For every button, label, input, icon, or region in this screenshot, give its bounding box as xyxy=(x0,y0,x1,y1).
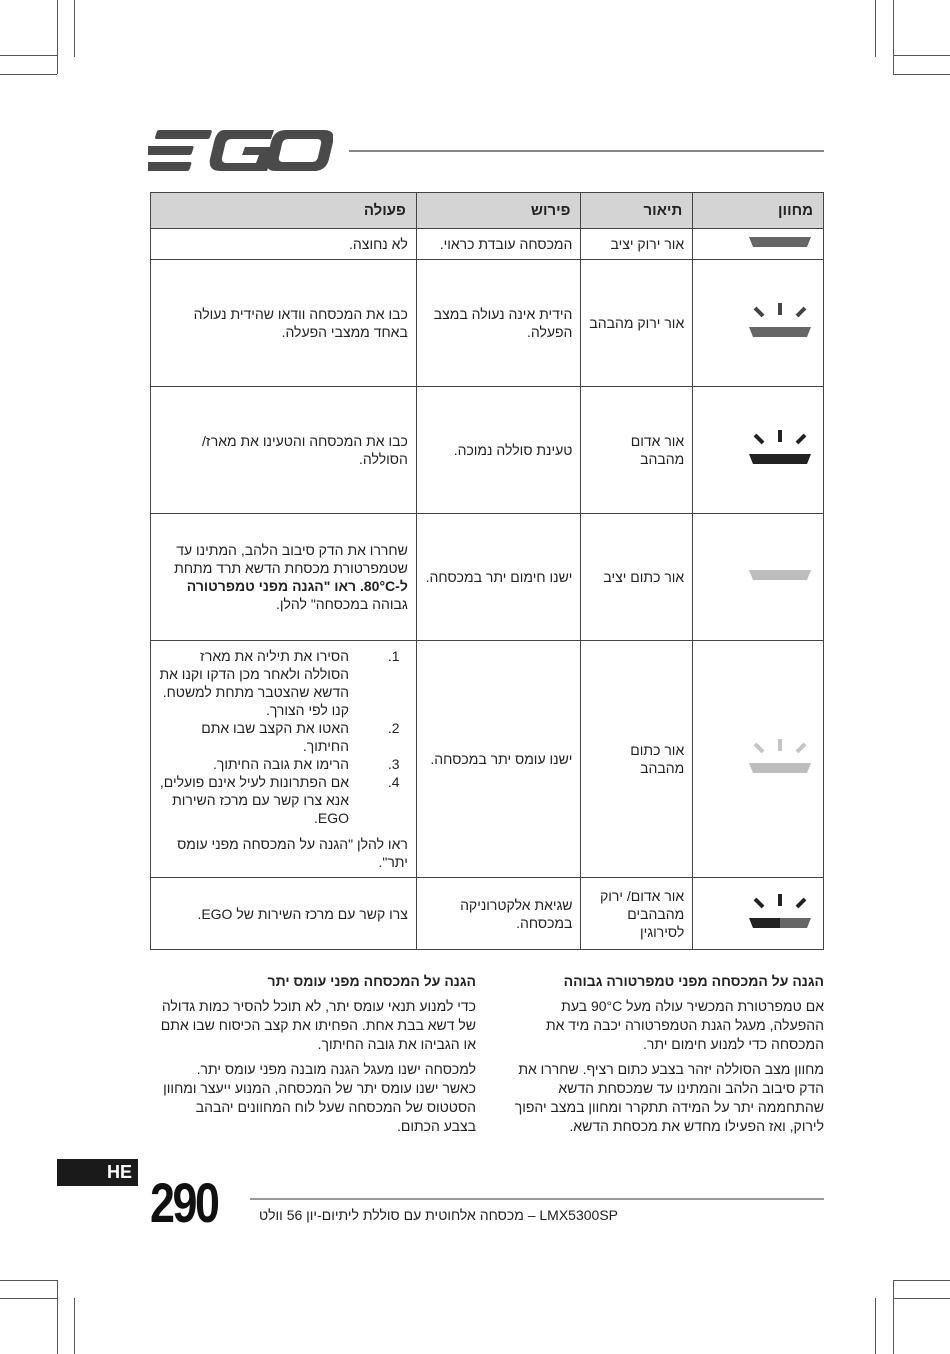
meaning-cell: ישנו עומס יתר במכסחה. xyxy=(416,641,581,878)
step-number: 2. xyxy=(387,720,400,736)
header-action: פעולה xyxy=(151,193,417,229)
indicator-cell xyxy=(693,387,824,514)
description-cell: אור ירוק מהבהב xyxy=(581,260,693,387)
indicator-table xyxy=(150,192,824,950)
crop-mark xyxy=(57,1280,58,1354)
section-title: הגנה על המכסחה מפני עומס יתר xyxy=(267,973,476,989)
crop-mark xyxy=(893,1280,950,1281)
action-cell xyxy=(151,514,417,641)
crop-mark xyxy=(74,0,75,57)
crop-mark xyxy=(74,1298,75,1354)
ego-logo xyxy=(148,128,333,174)
indicator-cell xyxy=(693,514,824,641)
step-text: הסירו את תיליה את מארז הסוללה ולאחר מכן הדקו וקנו את הדשא שהצטבר מתחת למשטח. קנו לפי הצורך. xyxy=(159,648,349,718)
action-line: שטמפרטורת מכסחת הדשא תרד מתחת xyxy=(174,560,408,576)
indicator-cell xyxy=(693,229,824,260)
list-item xyxy=(159,647,408,719)
header-indicator: מחוון xyxy=(693,193,824,229)
page-number: 290 xyxy=(150,1171,218,1234)
crop-mark xyxy=(893,0,894,74)
description-cell: אור אדום/ ירוק מהבהבים לסירוגין xyxy=(581,878,693,950)
table-row xyxy=(151,514,824,641)
action-line: שחררו את הדק סיבוב הלהב, המתינו עד xyxy=(176,542,408,558)
crop-mark xyxy=(893,74,950,75)
blinking-bar-icon xyxy=(745,737,815,777)
section-paragraph: אם טמפרטורת המכשיר עולה מעל 90°C בעת ההפעלה, מעגל הגנת הטמפרטורה יכבה מיד את המכסחה כדי למנוע חימום יתר. xyxy=(545,998,824,1052)
header-meaning: פירוש xyxy=(416,193,581,229)
section-paragraph: כדי למנוע תנאי עומס יתר, לא תוכל להסיר כמות גדולה של דשא בבת אחת. הפחיתו את קצב הכיסוח שבו אתם או הגביהו את גובה החיתוך. xyxy=(160,998,476,1052)
table-row xyxy=(151,641,824,878)
action-line: ל-80°C. ראו "הגנה מפני טמפרטורה xyxy=(186,578,408,594)
indicator-cell xyxy=(693,641,824,878)
table-row xyxy=(151,229,824,260)
table-row xyxy=(151,260,824,387)
blinking-bar-icon xyxy=(745,428,815,468)
section-title: הגנה על המכסחה מפני טמפרטורה גבוהה xyxy=(563,973,824,989)
temperature-protection-section xyxy=(508,972,824,1142)
blinking-bar-icon xyxy=(745,301,815,341)
step-number: 1. xyxy=(387,648,400,664)
step-text: הרימו את גובה החיתוך. xyxy=(212,756,349,772)
header-rule xyxy=(349,150,824,152)
crop-mark xyxy=(57,0,58,74)
step-text: האטו את הקצב שבו אתם החיתוך. xyxy=(201,720,349,754)
description-cell: אור אדום מהבהב xyxy=(581,387,693,514)
description-cell: אור כתום יציב xyxy=(581,514,693,641)
section-paragraph: למכסחה ישנו מעגל הגנה מובנה מפני עומס יתר. כאשר ישנו עומס יתר של המכסחה, המנוע ייעצר ומחוון הסטטוס של המכסחה שעל לוח המחוונים יהבהב בצבע הכתום. xyxy=(163,1061,476,1134)
meaning-cell: המכסחה עובדת כראוי. xyxy=(416,229,581,260)
action-line: גבוהה במכסחה" להלן. xyxy=(275,596,408,612)
solid-bar-icon xyxy=(745,235,815,249)
crop-mark xyxy=(0,1280,57,1281)
action-cell xyxy=(151,641,417,878)
meaning-cell: ישנו חימום יתר במכסחה. xyxy=(416,514,581,641)
step-text: אם הפתרונות לעיל אינם פועלים, אנא צרו קשר עם מרכז השירות EGO. xyxy=(159,774,349,826)
action-cell: צרו קשר עם מרכז השירות של EGO. xyxy=(151,878,417,950)
section-paragraph: מחוון מצב הסוללה יזהר בצבע כתום רציף. שחררו את הדק סיבוב הלהב והמתינו עד שמכסחת הדשא שהתחממה יתר על המידה תתקרר ומחוון במצב יהפוך לירוק, ואז הפעילו מחדש את מכסחת הדשא. xyxy=(514,1061,824,1134)
meaning-cell: הידית אינה נעולה במצב הפעלה. xyxy=(416,260,581,387)
crop-mark xyxy=(893,1298,950,1299)
description-cell: אור כתום מהבהב xyxy=(581,641,693,878)
crop-mark xyxy=(893,1280,894,1354)
meaning-cell: טעינת סוללה נמוכה. xyxy=(416,387,581,514)
crop-mark xyxy=(0,74,57,75)
list-item xyxy=(159,755,408,773)
step-number: 3. xyxy=(387,756,400,772)
step-number: 4. xyxy=(387,774,400,790)
language-tag: HE xyxy=(57,1159,138,1186)
action-cell: כבו את המכסחה וודאו שהידית נעולה באחד ממצבי הפעלה. xyxy=(151,260,417,387)
table-row xyxy=(151,878,824,950)
crop-mark xyxy=(893,55,950,56)
action-cell: לא נחוצה. xyxy=(151,229,417,260)
indicator-cell xyxy=(693,260,824,387)
footer-rule xyxy=(250,1198,824,1200)
table-row xyxy=(151,387,824,514)
crop-mark xyxy=(0,1298,57,1299)
indicator-cell xyxy=(693,878,824,950)
crop-mark xyxy=(0,55,57,56)
description-cell: אור ירוק יציב xyxy=(581,229,693,260)
action-cell: כבו את המכסחה והטעינו את מארז/ הסוללה. xyxy=(151,387,417,514)
footer-title: LMX5300SP – מכסחה אלחוטית עם סוללת ליתיום-יון 56 וולט xyxy=(258,1207,618,1223)
reference-note: ראו להלן "הגנה על המכסחה מפני עומס יתר". xyxy=(177,836,408,870)
header-description: תיאור xyxy=(581,193,693,229)
steps-list xyxy=(159,647,408,827)
solid-bar-icon xyxy=(745,568,815,582)
meaning-cell: שגיאת אלקטרוניקה במכסחה. xyxy=(416,878,581,950)
crop-mark xyxy=(875,0,876,57)
list-item xyxy=(159,719,408,755)
overload-protection-section xyxy=(160,972,476,1142)
list-item xyxy=(159,773,408,827)
crop-mark xyxy=(875,1298,876,1354)
alternating-bar-icon xyxy=(745,892,815,932)
